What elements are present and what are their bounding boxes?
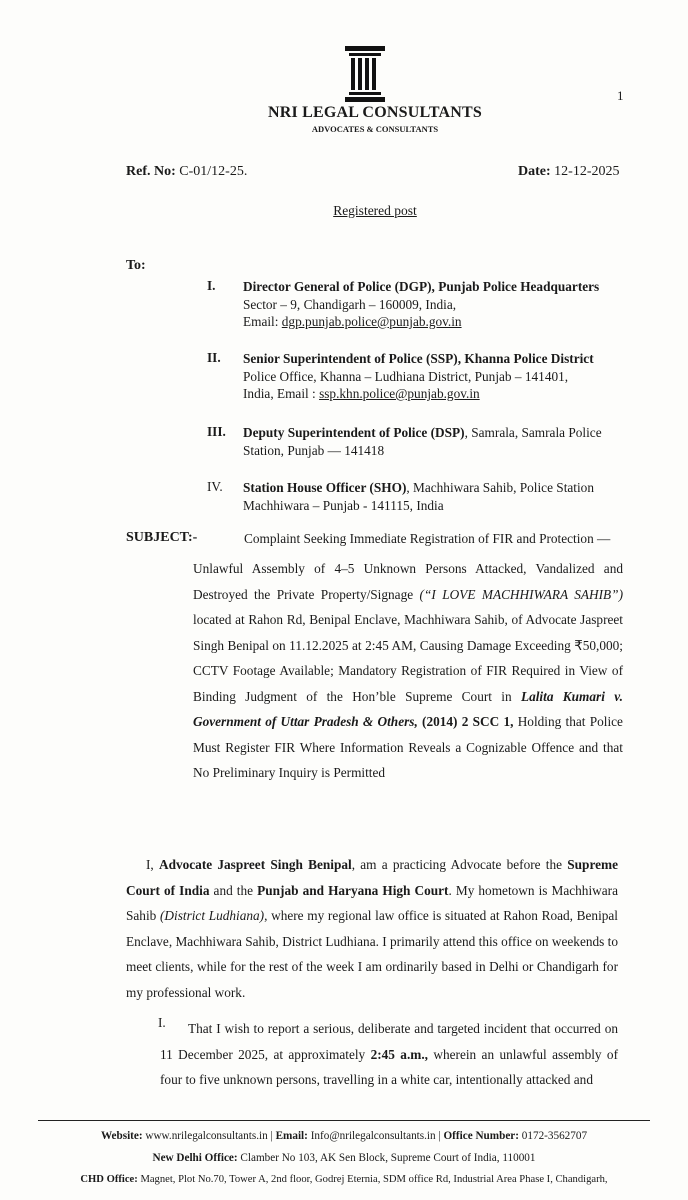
court-name: Supreme Court of India [126,857,618,898]
recipient-address: , Machhiwara Sahib, Police Station Machhiwara – Punjab - 141115, India [243,480,594,513]
recipient-address: Sector – 9, Chandigarh – 160009, India, [243,296,457,312]
signage-text: (“I LOVE MACHHIWARA SAHIB”) [419,586,624,602]
recipient-address: Police Office, Khanna – Ludhiana District, Punjab – 141401, [243,368,569,384]
delhi-office-label: New Delhi Office: [152,1152,238,1164]
recipient-email-link[interactable]: ssp.khn.police@punjab.gov.in [319,386,480,401]
subject-body [193,556,623,786]
recipient-sho [243,479,638,514]
page-number: 1 [617,88,624,103]
chd-office-label: CHD Office: [80,1174,138,1185]
reference-value: C-01/12-25. [179,164,248,179]
date-value: 12-12-2025 [554,164,620,179]
recipient-dsp [243,424,638,459]
intro-text: I, [146,857,154,872]
registered-post-heading: Registered post [333,203,417,218]
reference-number [126,164,247,180]
chd-office-address: Magnet, Plot No.70, Tower A, 2nd floor, Godrej Eternia, SDM office Rd, Industrial Area Phase I, Chandigarh, [140,1174,608,1185]
recipient-number: III. [207,424,226,439]
email-label: Email: [275,1130,308,1142]
intro-text: , where my regional law office is situated at Rahon Road, Benipal Enclave, Machhiwara Sahib, District Ludhiana. I primarily attend this office on weekends to meet clients, while for the rest of the week I am ordinarily based in Delhi or Chandigarh for my professional work. [126,908,619,1000]
recipient-title: Senior Superintendent of Police (SSP), Khanna Police District [243,351,594,366]
point-text: at approximately [273,1046,366,1062]
recipient-title: Station House Officer (SHO) [243,480,407,495]
subject-text: Holding that Police Must Register FIR Where Information Reveals a Cognizable Offence and that No Preliminary Inquiry is Permitted [193,714,623,780]
email-label: Email: [243,314,279,329]
case-name: Lalita Kumari v. Government of Uttar Pradesh & Others, [193,688,623,729]
recipient-title: Director General of Police (DGP), Punjab Police Headquarters [243,279,600,294]
recipient-number: IV. [207,479,223,494]
case-citation: (2014) 2 SCC 1, [422,714,514,729]
intro-text: and the [213,882,254,898]
recipient-number: II. [207,350,221,365]
intro-text: , am a practicing Advocate before the [351,857,563,872]
recipient-address: , Samrala, Samrala Police Station, Punjab — 141418 [243,425,602,458]
footer-chd-line [0,1174,688,1185]
website-label: Website: [100,1130,143,1142]
date-label: Date: [518,164,551,179]
subject-label: SUBJECT:- [126,530,198,545]
recipient-title: Deputy Superintendent of Police (DSP) [243,425,465,440]
point-text: wherein an unlawful assembly of four to five unknown persons, travelling in a white car, intentionally attacked and [160,1046,618,1087]
court-name: Punjab and Haryana High Court [257,882,449,898]
subject-text: located at Rahon Rd, Benipal Enclave, Machhiwara Sahib, of Advocate Jaspreet Singh Benipal on 11.12.2025 at 2:45 AM, Causing Damage Exceeding ₹50,000; CCTV Footage Available; Mandatory Registration of FIR Required in View of Binding Judgment of the Hon’ble Supreme Court in [193,612,623,704]
pillars-logo-icon [343,44,387,102]
subject-first-line: Complaint Seeking Immediate Registration of FIR and Protection — [244,531,611,546]
letter-date [518,164,619,180]
office-number-label: Office Number: [443,1130,519,1142]
website-link[interactable]: www.nrilegalconsultants.in [145,1130,268,1142]
to-label: To: [126,258,146,273]
email-label: India, Email : [243,386,316,401]
office-number: 0172-3562707 [521,1130,588,1142]
subject-text: Unlawful Assembly of 4–5 Unknown Persons Attacked, Vandalized and Destroyed the Private Property/Signage [193,561,623,602]
intro-text: . My hometown is Machhiwara Sahib [126,882,618,923]
recipient-dgp [243,278,638,331]
recipient-email-link[interactable]: dgp.punjab.police@punjab.gov.in [281,314,462,329]
recipient-ssp [243,350,638,403]
incident-date: 11 December 2025, [160,1046,269,1062]
point-text: That I wish to report a serious, deliberate and targeted incident that occurred on [188,1021,618,1036]
point-number: I. [158,1015,166,1030]
intro-paragraph [126,852,618,1005]
footer-contact-line: Website: www.nrilegalconsultants.in | Email: Info@nrilegalconsultants.in | Office Number: 0172-3562707 [100,1130,588,1142]
footer-email-link[interactable]: Info@nrilegalconsultants.in [310,1130,436,1142]
firm-subtitle: ADVOCATES & CONSULTANTS [311,124,439,134]
point-one-paragraph [160,1016,618,1093]
incident-time: 2:45 a.m., [370,1046,428,1062]
district-text: (District Ludhiana) [159,908,265,923]
reference-label: Ref. No: [126,164,176,179]
firm-name: NRI LEGAL CONSULTANTS [267,104,483,121]
footer-delhi-line [0,1152,688,1164]
advocate-name: Advocate Jaspreet Singh Benipal [158,857,352,872]
recipient-number: I. [207,278,216,293]
delhi-office-address: Clamber No 103, AK Sen Block, Supreme Court of India, 110001 [240,1152,536,1164]
